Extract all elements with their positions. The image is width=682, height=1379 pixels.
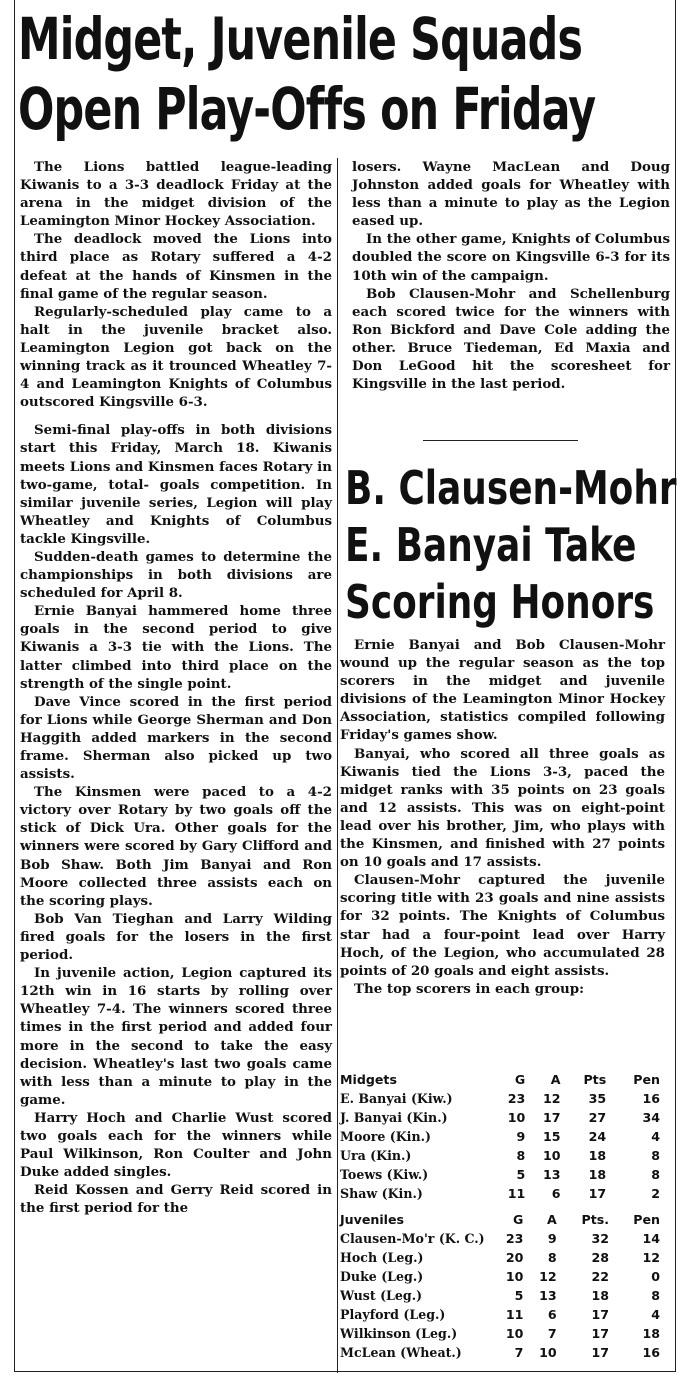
table-header: Pen <box>633 1212 660 1227</box>
table-cell: 11 <box>505 1307 524 1322</box>
table-cell: 12 <box>539 1269 557 1284</box>
table-cell: 4 <box>651 1129 660 1144</box>
paragraph: In juvenile action, Legion captured its 12th win in 16 starts by rolling over Wheatley 7-4. The winners scored three times in the first period and added four more in the second to take the easy decision. Wheatley's last two goals came with less than a minute to play in the game. <box>20 965 332 1108</box>
table-cell: 17 <box>588 1186 607 1201</box>
paragraph: The top scorers in each group: <box>354 980 585 997</box>
table-cell: 12 <box>542 1091 561 1106</box>
table-header: Pts. <box>581 1212 610 1227</box>
headline <box>18 4 596 144</box>
right-column-top <box>352 158 670 393</box>
table-header: Midgets <box>340 1072 397 1087</box>
paragraph: Ernie Banyai and Bob Clausen-Mohr wound up the regular season as the top scorers in the midget and juvenile divisions of the Leamington Minor Hockey Association, statistics compiled following Friday's games show. <box>340 637 665 744</box>
table-cell: 9 <box>547 1231 557 1246</box>
table-cell: 34 <box>642 1110 660 1125</box>
table-cell: 6 <box>551 1186 561 1201</box>
table-cell: 6 <box>547 1307 557 1322</box>
table-cell: 16 <box>642 1091 660 1106</box>
table-row <box>340 1165 660 1184</box>
table-cell: 23 <box>505 1231 524 1246</box>
paragraph: The Kinsmen were paced to a 4-2 victory over Rotary by two goals off the stick of Dick Ura. Other goals for the winners were scored by Gary Clifford and Bob Shaw. Both Jim Banyai and Ron Moore collected three assists each on the scoring plays. <box>20 784 332 909</box>
table-row <box>340 1248 660 1267</box>
paragraph: Semi-final play-offs in both divisions start this Friday, March 18. Kiwanis meets Lions and Kinsmen faces Rotary in two-game, total- goals competition. In similar juvenile series, Legion will play Wheatley and Knights of Columbus tackle Kingsville. <box>20 422 332 547</box>
table-row <box>340 1108 660 1127</box>
table-cell: 10 <box>507 1110 526 1125</box>
table-cell: 10 <box>505 1326 524 1341</box>
paragraph: Ernie Banyai hammered home three goals in the second period to give Kiwanis a 3-3 tie with the Lions. The latter climbed into third place on the strength of the single point. <box>20 603 332 692</box>
table-cell: E. Banyai (Kiw.) <box>340 1091 453 1106</box>
table-cell: 9 <box>516 1129 526 1144</box>
right-column-mid <box>340 636 665 998</box>
table-row <box>340 1089 660 1108</box>
table-cell: 22 <box>591 1269 610 1284</box>
table-cell: Ura (Kin.) <box>340 1148 412 1163</box>
table-cell: 2 <box>651 1186 660 1201</box>
table-header: G <box>514 1072 526 1087</box>
table-cell: 14 <box>642 1231 660 1246</box>
paragraph: Harry Hoch and Charlie Wust scored two goals each for the winners while Paul Wilkinson, Ron Coulter and John Duke added singles. <box>20 1109 332 1181</box>
table-cell: Hoch (Leg.) <box>340 1250 424 1265</box>
midgets-table <box>340 1070 660 1203</box>
table-cell: Toews (Kiw.) <box>340 1167 429 1182</box>
table-cell: J. Banyai (Kin.) <box>340 1110 448 1125</box>
paragraph: In the other game, Knights of Columbus doubled the score on Kingsville 6-3 for its 10th win of the campaign. <box>352 231 670 284</box>
table-cell: 8 <box>651 1167 660 1182</box>
table-cell: 8 <box>516 1148 526 1163</box>
table-cell: 11 <box>507 1186 526 1201</box>
headline-line-2: Open Play-Offs on Friday <box>18 75 596 143</box>
paragraph: Clausen-Mohr captured the juvenile scoring title with 23 goals and nine assists for 32 points. The Knights of Columbus star had a four-point lead over Harry Hoch, of the Legion, who accumulated 28 points of 20 goals and eight assists. <box>340 872 665 979</box>
paragraph: Dave Vince scored in the first period for Lions while George Sherman and Don Haggith added markers in the second frame. Sherman also picked up two assists. <box>20 693 332 783</box>
table-cell: 17 <box>542 1110 561 1125</box>
table-cell: 35 <box>588 1091 607 1106</box>
paragraph: Banyai, who scored all three goals as Kiwanis tied the Lions 3-3, paced the midget ranks with 35 points on 23 goals and 12 assists. This was on eight-point lead over his brother, Jim, who plays with the Kinsmen, and finished with 27 points on 10 goals and 17 assists. <box>340 745 665 871</box>
table-row <box>340 1127 660 1146</box>
juveniles-table <box>340 1210 660 1362</box>
table-cell: 0 <box>651 1269 660 1284</box>
table-header: Pts <box>583 1072 607 1087</box>
table-cell: 10 <box>539 1345 557 1360</box>
table-cell: 27 <box>588 1110 607 1125</box>
table-row <box>340 1286 660 1305</box>
table-cell: Clausen-Mo'r (K. C.) <box>340 1231 485 1246</box>
table-row <box>340 1343 660 1362</box>
left-column <box>20 158 332 1217</box>
table-cell: Wust (Leg.) <box>340 1288 423 1303</box>
sub-headline <box>345 460 677 631</box>
paragraph: Regularly-scheduled play came to a halt in the juvenile bracket also. Leamington Legion got back on the winning track as it trounced Wheatley 7-4 and Leamington Knights of Columbus outscored Kingsville 6-3. <box>20 303 332 411</box>
table-header: Juveniles <box>340 1212 405 1227</box>
paragraph: Bob Clausen-Mohr and Schellenburg each scored twice for the winners with Ron Bickford and Dave Cole adding the other. Bruce Tiedeman, Ed Maxia and Don LeGood hit the scoresheet for Kingsville in the last period. <box>352 285 670 393</box>
sub-headline-line-2: E. Banyai Take <box>345 518 637 572</box>
paragraph: The deadlock moved the Lions into third place as Rotary suffered a 4-2 defeat at the hands of Kinsmen in the final game of the regular season. <box>20 231 332 302</box>
table-cell: 10 <box>505 1269 524 1284</box>
table-row <box>340 1184 660 1203</box>
table-cell: 18 <box>588 1167 607 1182</box>
table-cell: 18 <box>591 1288 610 1303</box>
table-cell: 17 <box>591 1307 610 1322</box>
table-cell: 8 <box>651 1148 660 1163</box>
table-header: Pen <box>633 1072 660 1087</box>
table-cell: 18 <box>642 1326 660 1341</box>
table-cell: 5 <box>514 1288 524 1303</box>
table-header-row <box>340 1210 660 1229</box>
sub-headline-line-1: B. Clausen-Mohr <box>345 461 677 515</box>
table-cell: 7 <box>514 1345 524 1360</box>
sub-headline-line-3: Scoring Honors <box>345 575 655 629</box>
table-cell: 18 <box>588 1148 607 1163</box>
table-cell: Wilkinson (Leg.) <box>340 1326 458 1341</box>
table-cell: 17 <box>591 1345 610 1360</box>
column-divider <box>337 158 338 1373</box>
table-cell: 20 <box>505 1250 524 1265</box>
table-row <box>340 1267 660 1286</box>
table-cell: Shaw (Kin.) <box>340 1186 423 1201</box>
table-cell: 17 <box>591 1326 610 1341</box>
paragraph: Reid Kossen and Gerry Reid scored in the first period for the <box>20 1182 332 1217</box>
table-cell: 15 <box>542 1129 561 1144</box>
table-cell: 10 <box>542 1148 561 1163</box>
table-header: A <box>546 1212 557 1227</box>
table-row <box>340 1229 660 1248</box>
table-cell: 8 <box>651 1288 660 1303</box>
table-header: A <box>550 1072 561 1087</box>
section-rule <box>423 440 578 441</box>
table-cell: McLean (Wheat.) <box>340 1345 462 1360</box>
table-header: G <box>513 1212 524 1227</box>
paragraph: Bob Van Tieghan and Larry Wilding fired goals for the losers in the first period. <box>20 910 332 964</box>
paragraph: The Lions battled league-leading Kiwanis to a 3-3 deadlock Friday at the arena in the midget division of the Leamington Minor Hockey Association. <box>20 159 332 230</box>
table-cell: 12 <box>642 1250 660 1265</box>
table-cell: 13 <box>542 1167 561 1182</box>
table-cell: 24 <box>588 1129 607 1144</box>
table-cell: 16 <box>642 1345 660 1360</box>
table-cell: 8 <box>547 1250 557 1265</box>
table-cell: Playford (Leg.) <box>340 1307 446 1322</box>
table-cell: Moore (Kin.) <box>340 1129 431 1144</box>
table-cell: 7 <box>547 1326 557 1341</box>
table-header-row <box>340 1070 660 1089</box>
table-row <box>340 1305 660 1324</box>
table-cell: 13 <box>539 1288 557 1303</box>
headline-line-1: Midget, Juvenile Squads <box>18 5 583 73</box>
paragraph: Sudden-death games to determine the championships in both divisions are scheduled for April 8. <box>20 548 332 602</box>
table-cell: Duke (Leg.) <box>340 1269 424 1284</box>
table-cell: 5 <box>516 1167 526 1182</box>
table-cell: 23 <box>507 1091 526 1106</box>
table-row <box>340 1146 660 1165</box>
table-row <box>340 1324 660 1343</box>
table-cell: 32 <box>591 1231 610 1246</box>
paragraph: losers. Wayne MacLean and Doug Johnston added goals for Wheatley with less than a minute to play as the Legion eased up. <box>352 159 670 230</box>
table-cell: 28 <box>591 1250 610 1265</box>
table-cell: 4 <box>651 1307 660 1322</box>
